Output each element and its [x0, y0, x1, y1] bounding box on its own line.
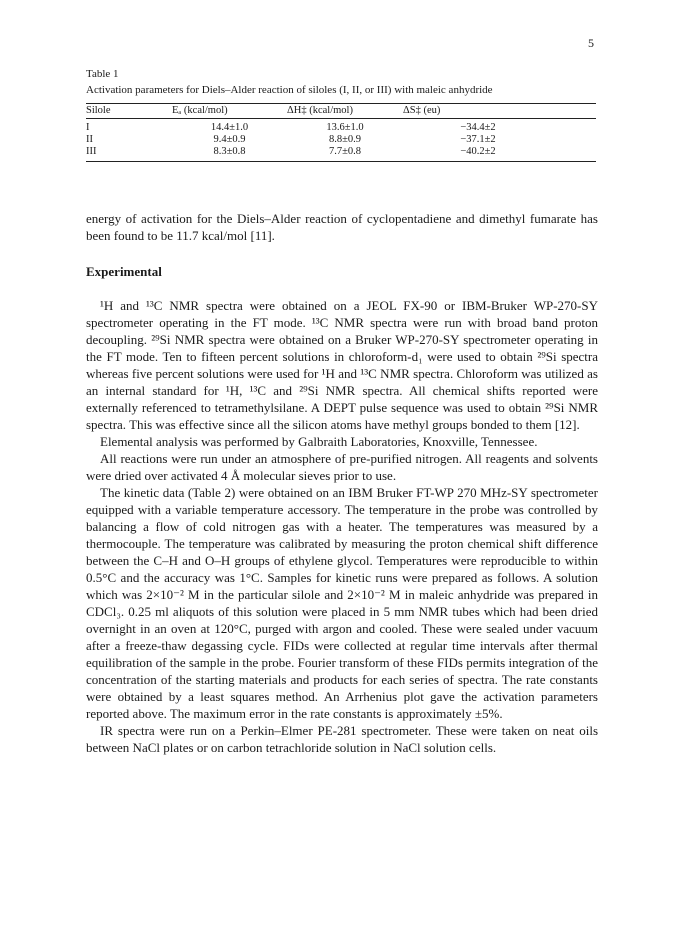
cell-ea: 8.3±0.8 — [172, 146, 287, 162]
table-row — [86, 119, 596, 135]
table-label: Table 1 — [86, 68, 119, 80]
cell-silole: III — [86, 146, 172, 162]
experimental-section — [86, 297, 598, 756]
paragraph: energy of activation for the Diels–Alder reaction of cyclopentadiene and dimethyl fumarate has been found to be 11.7 kcal/mol [11]. — [86, 211, 598, 243]
header-silole: Silole — [86, 104, 172, 119]
paragraph-elemental: Elemental analysis was performed by Galbraith Laboratories, Knoxville, Tennessee. — [100, 434, 538, 449]
cell-ds: −34.4±2 — [460, 122, 496, 133]
cell-ea: 9.4±0.9 — [213, 134, 246, 145]
header-dh: ΔH‡ (kcal/mol) — [287, 104, 403, 119]
page-number: 5 — [588, 36, 594, 50]
paragraph-ir: IR spectra were run on a Perkin–Elmer PE-281 spectrometer. These were taken on neat oils between NaCl plates or on carbon tetrachloride solution in NaCl solution cells. — [86, 723, 598, 755]
cell-ds: −40.2±2 — [403, 146, 553, 162]
cell-silole: II — [86, 134, 93, 145]
intro-paragraph — [86, 210, 598, 244]
section-heading: Experimental — [86, 264, 162, 279]
cell-dh: 7.7±0.8 — [287, 146, 403, 162]
table-1 — [86, 67, 596, 162]
paragraph-reactions: All reactions were run under an atmosphere of pre-purified nitrogen. All reagents and solvents were dried over activated 4 Å molecular sieves prior to use. — [86, 451, 598, 483]
table-header-row — [86, 104, 596, 119]
table-row — [86, 146, 596, 162]
cell-dh: 13.6±1.0 — [326, 122, 364, 133]
cell-ds: −37.1±2 — [460, 134, 496, 145]
cell-ea: 14.4±1.0 — [210, 122, 249, 133]
activation-parameters-table — [86, 103, 596, 162]
table-caption: Activation parameters for Diels–Alder reaction of siloles (I, II, or III) with maleic anhydride — [86, 84, 493, 96]
header-ds: ΔS‡ (eu) — [403, 104, 553, 119]
cell-silole: I — [86, 122, 90, 133]
paragraph-kinetics: The kinetic data (Table 2) were obtained on an IBM Bruker FT-WP 270 MHz-SY spectrometer equipped with a variable temperature accessory. The temperature in the probe was controlled by balancing a flow of cold nitrogen gas with a heater. The temperatures was measured by a thermocouple. The temperature was calibrated by measuring the proton chemical shift difference between the C–H and O–H groups of ethylene glycol. Temperatures were reproducible to within 0.5°C and the accuracy was 1°C. Samples for kinetic runs were prepared as follows. A solution which was 2×10⁻² M in the particular silole and 2×10⁻² M in maleic anhydride was prepared in CDCl₃. 0.25 ml aliquots of this solution were placed in 5 mm NMR tubes which had been dried overnight in an oven at 120°C, purged with argon and cooled. These were sealed under vacuum after a freeze-thaw degassing cycle. FIDs were collected at regular time intervals after thermal equilibration of the sample in the probe. Fourier transform of these FIDs permits integration of the concentration of the starting materials and products for each series of spectra. The rate constants were obtained by a least squares method. An Arrhenius plot gave the activation parameters reported above. The maximum error in the rate constants is approximately ±5%. — [86, 485, 598, 721]
header-spacer — [553, 104, 596, 119]
paragraph-nmr: ¹H and ¹³C NMR spectra were obtained on a JEOL FX-90 or IBM-Bruker WP-270-SY spectrometer operating in the FT mode. ¹³C NMR spectra were run with broad band proton decoupling. ²⁹Si NMR spectra were obtained on a Bruker WP-270-SY spectrometer operating in the FT mode. Ten to fifteen percent solutions in chloroform-d₁ were used to obtain ²⁹Si spectra whereas five percent solutions were used for ¹H and ¹³C NMR spectra. Chloroform was utilized as an internal standard for ¹H, ¹³C and ²⁹Si NMR spectra. All chemical shifts reported were externally referenced to tetramethylsilane. A DEPT pulse sequence was used to obtain ²⁹Si NMR spectra. This was effective since all the silicon atoms have methyl groups bonded to them [12]. — [86, 298, 598, 432]
table-row — [86, 134, 596, 146]
cell-dh: 8.8±0.9 — [328, 134, 361, 145]
header-ea: Eₐ (kcal/mol) — [172, 104, 287, 119]
